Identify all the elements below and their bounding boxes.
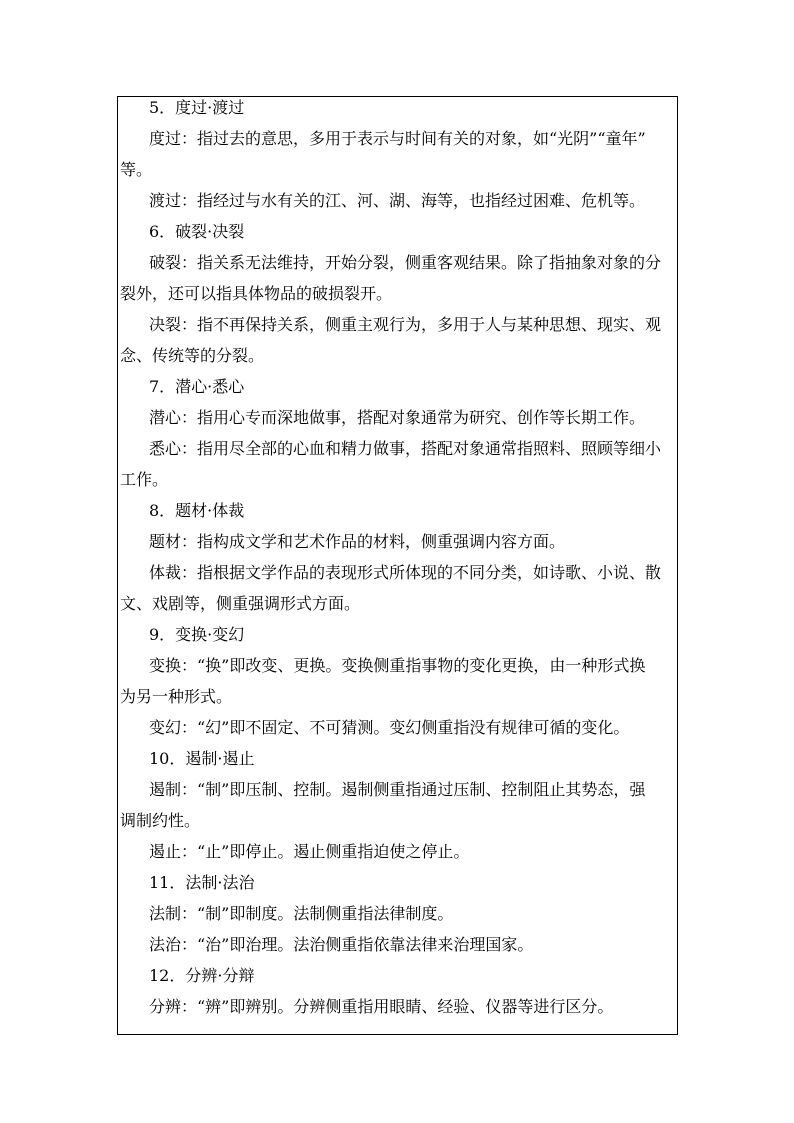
section-heading-10: 10．遏制·遏止 <box>149 749 255 768</box>
definition-line: 遏止：“止”即停止。遏止侧重指迫使之停止。 <box>149 842 470 861</box>
definition-line-continued: 等。 <box>120 160 153 179</box>
definition-line-continued: 文、戏剧等，侧重强调形式方面。 <box>120 594 361 613</box>
definition-line: 法制：“制”即制度。法制侧重指法律制度。 <box>149 904 454 923</box>
definition-line: 体裁：指根据文学作品的表现形式所体现的不同分类，如诗歌、小说、散 <box>149 563 662 582</box>
definition-line: 悉心：指用尽全部的心血和精力做事，搭配对象通常指照料、照顾等细小 <box>149 439 662 458</box>
definition-line-continued: 裂外，还可以指具体物品的破损裂开。 <box>120 284 393 303</box>
definition-line: 遏制：“制”即压制、控制。遏制侧重指通过压制、控制阻止其势态，强 <box>149 780 646 799</box>
definition-line: 潜心：指用心专而深地做事，搭配对象通常为研究、创作等长期工作。 <box>149 408 646 427</box>
definition-line: 变幻：“幻”即不固定、不可猜测。变幻侧重指没有规律可循的变化。 <box>149 718 630 737</box>
section-heading-12: 12．分辨·分辩 <box>149 966 255 985</box>
section-heading-11: 11．法制·法治 <box>149 873 255 892</box>
definition-line: 法治：“治”即治理。法治侧重指依靠法律来治理国家。 <box>149 935 534 954</box>
definition-line: 分辨：“辨”即辨别。分辨侧重指用眼睛、经验、仪器等进行区分。 <box>149 997 614 1016</box>
content-box <box>117 96 678 1035</box>
definition-line: 度过：指过去的意思，多用于表示与时间有关的对象，如“光阴”“童年” <box>149 129 646 148</box>
definition-line: 变换：“换”即改变、更换。变换侧重指事物的变化更换，由一种形式换 <box>149 656 646 675</box>
section-heading-8: 8．题材·体裁 <box>149 501 245 520</box>
section-heading-5: 5．度过·渡过 <box>149 98 245 117</box>
section-heading-7: 7．潜心·悉心 <box>149 377 245 396</box>
definition-line-continued: 念、传统等的分裂。 <box>120 346 265 365</box>
definition-line: 破裂：指关系无法维持，开始分裂，侧重客观结果。除了指抽象对象的分 <box>149 253 662 272</box>
definition-line: 渡过：指经过与水有关的江、河、湖、海等，也指经过困难、危机等。 <box>149 191 646 210</box>
section-heading-9: 9．变换·变幻 <box>149 625 245 644</box>
definition-line: 决裂：指不再保持关系，侧重主观行为，多用于人与某种思想、现实、观 <box>149 315 662 334</box>
section-heading-6: 6．破裂·决裂 <box>149 222 245 241</box>
definition-line-continued: 为另一种形式。 <box>120 687 233 706</box>
definition-line-continued: 调制约性。 <box>120 811 201 830</box>
definition-line-continued: 工作。 <box>120 470 169 489</box>
definition-line: 题材：指构成文学和艺术作品的材料，侧重强调内容方面。 <box>149 532 566 551</box>
